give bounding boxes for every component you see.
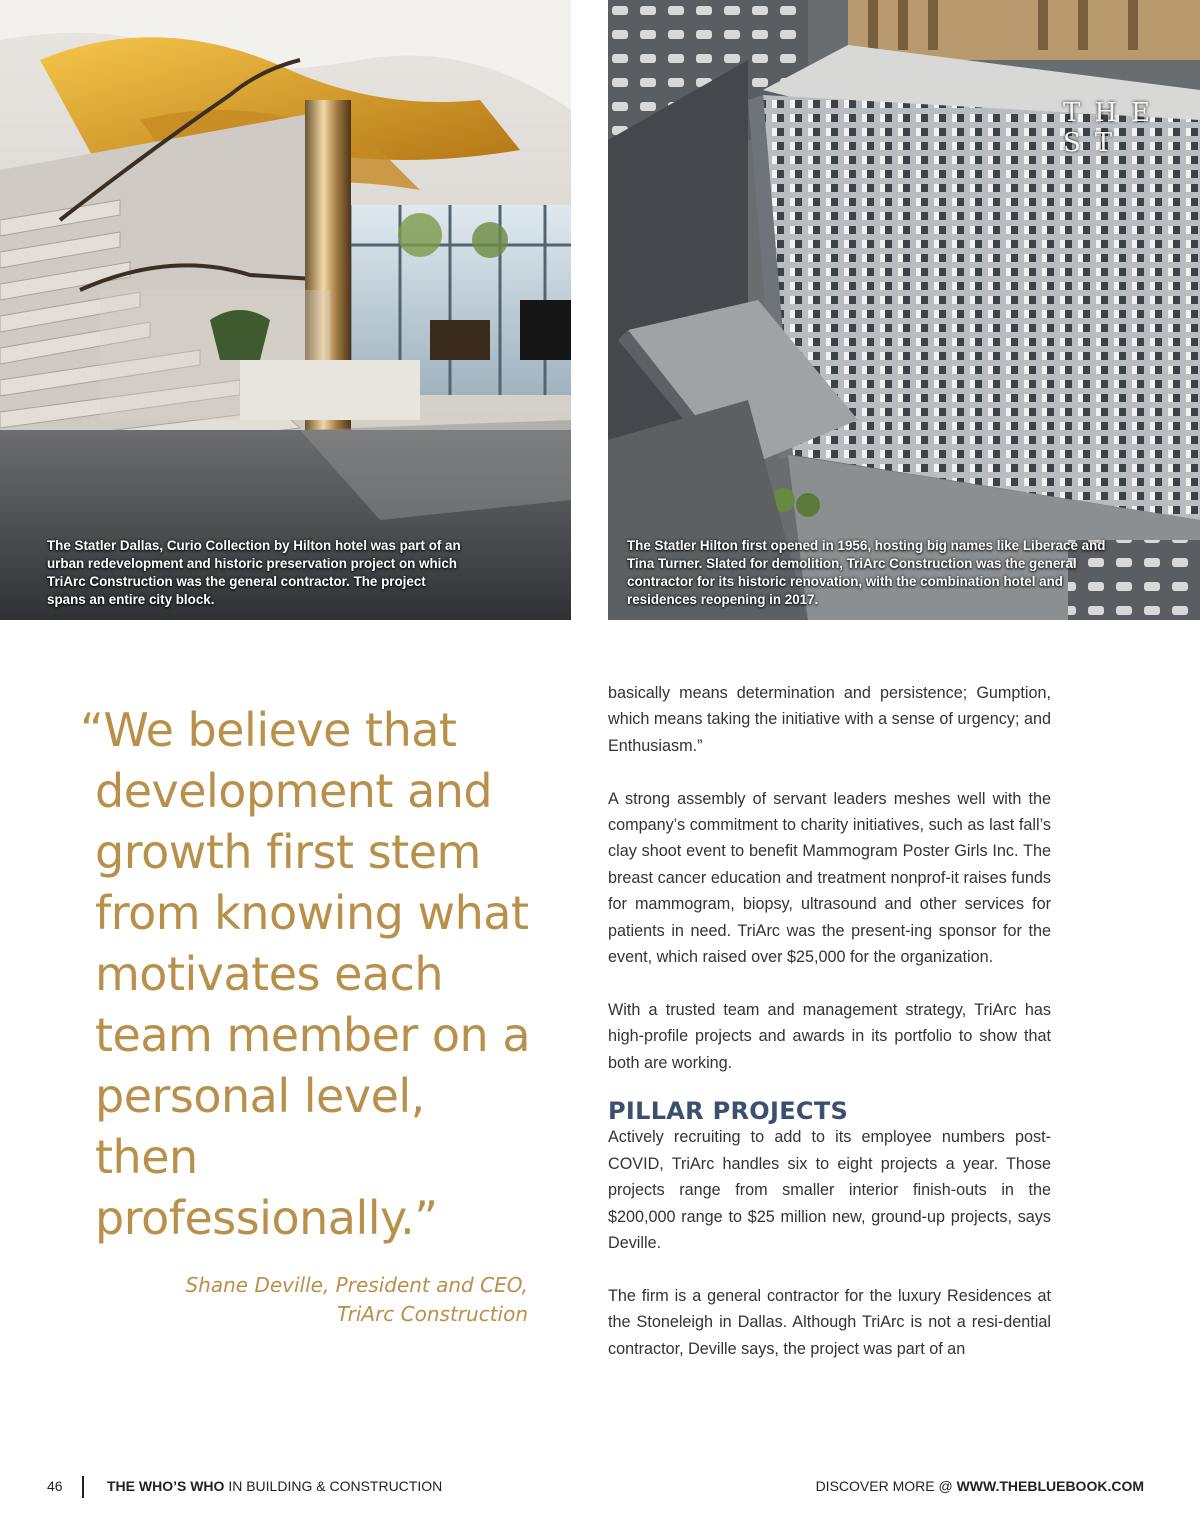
- statler-sign-text: THE ST: [1063, 98, 1164, 158]
- body-paragraph-1: basically means determination and persistence; Gumption, which means taking the initiative with a sense of urgency; and Enthusiasm.”: [608, 684, 1051, 755]
- pull-quote: [80, 700, 540, 1329]
- lobby-staircase-image: [0, 0, 571, 620]
- lobby-staircase-photo: [0, 0, 571, 620]
- body-paragraph-3: With a trusted team and management strategy, TriArc has high-profile projects and awards in its portfolio to show that both are working.: [608, 1000, 1051, 1072]
- publication-name: [107, 1478, 442, 1494]
- body-paragraph-4: Actively recruiting to add to its employee numbers post-COVID, TriArc handles six to eight projects a year. Those projects range from smaller interior finish-outs in the $200,000 range to $25 million new, ground-up projects, says Deville.: [608, 1128, 1051, 1253]
- section-heading-pillar-projects: PILLAR PROJECTS: [608, 1097, 849, 1126]
- statler-aerial-photo: [608, 0, 1200, 620]
- page-number: 46: [47, 1478, 63, 1494]
- publication-name-rest: IN BUILDING & CONSTRUCTION: [224, 1478, 443, 1494]
- statler-aerial-image: [608, 0, 1200, 620]
- publication-name-bold: THE WHO’S WHO: [107, 1478, 225, 1494]
- body-paragraph-2: A strong assembly of servant leaders meshes well with the company’s commitment to charity initiatives, such as last fall’s clay shoot event to benefit Mammogram Poster Girls Inc. The breast cancer education and treatment nonprof-it raises funds for mammogram, biopsy, ultrasound and other services for patients in need. TriArc was the present-ing sponsor for the event, which raised over $25,000 for the organization.: [608, 789, 1051, 967]
- photo-caption-right: The Statler Hilton first opened in 1956, hosting big names like Liberace and Tina Turner. Slated for demolition, TriArc Construction was the general contractor for its historic renovation, with the combination hotel and residences reopening in 2017.: [627, 538, 1106, 607]
- photo-caption-left: The Statler Dallas, Curio Collection by Hilton hotel was part of an urban redevelopment and historic preservation project on which TriArc Construction was the general contractor. The project spans an entire city block.: [47, 538, 461, 607]
- attribution-line-1: Shane Deville, President and CEO,: [185, 1273, 528, 1297]
- website-link[interactable]: WWW.THEBLUEBOOK.COM: [956, 1478, 1144, 1494]
- pull-quote-attribution: [80, 1271, 540, 1329]
- footer-divider: [82, 1476, 84, 1498]
- article-body: [608, 680, 1051, 1388]
- discover-more: [816, 1478, 1144, 1494]
- attribution-line-2: TriArc Construction: [336, 1302, 528, 1326]
- body-paragraph-5: The firm is a general contractor for the luxury Residences at the Stoneleigh in Dallas. Although TriArc is not a resi-dential contractor, Deville says, the project was part of an: [608, 1286, 1051, 1358]
- pull-quote-text: “We believe that development and growth first stem from knowing what motivates each team member on a personal level, then professionally.”: [80, 703, 531, 1245]
- discover-prefix: DISCOVER MORE @: [815, 1478, 957, 1494]
- page-footer: [0, 1476, 1200, 1500]
